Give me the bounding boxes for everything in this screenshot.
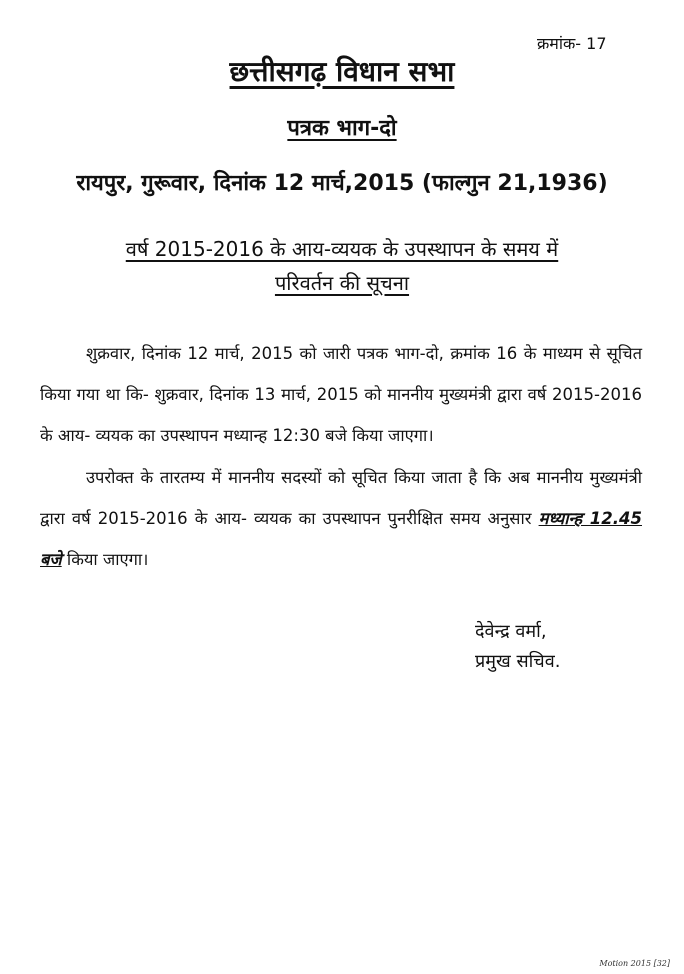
signatory-name: देवेन्द्र वर्मा, xyxy=(475,621,547,642)
signatory-title: प्रमुख सचिव. xyxy=(475,651,561,672)
bulletin-title-block xyxy=(0,112,684,142)
dateline: रायपुर, गुरूवार, दिनांक 12 मार्च,2015 (फाल्गुन 21,1936) xyxy=(76,171,608,196)
notice-heading-line1: वर्ष 2015-2016 के आय-व्ययक के उपस्थापन के समय में xyxy=(125,237,559,261)
paragraph-2-text: उपरोक्त के तारतम्य में माननीय सदस्यों को सूचित किया जाता है कि अब माननीय मुख्यमंत्री द्वारा वर्ष 2015-2016 के आय- व्ययक का उपस्थापन पुनरीक्षित समय अनुसार xyxy=(40,468,642,528)
footer-note: Motion 2015 [32] xyxy=(599,959,670,968)
paragraph-2-end: किया जाएगा। xyxy=(61,550,149,569)
signature-block xyxy=(475,617,560,677)
paragraph-1: शुक्रवार, दिनांक 12 मार्च, 2015 को जारी पत्रक भाग-दो, क्रमांक 16 के माध्यम से सूचित किया गया था कि- शुक्रवार, दिनांक 13 मार्च, 2015 को माननीय मुख्यमंत्री द्वारा वर्ष 2015-2016 के आय- व्ययक का उपस्थापन मध्यान्ह 12:30 बजे किया जाएगा। xyxy=(40,344,642,445)
notice-heading xyxy=(20,232,664,300)
revised-time: मध्यान्ह 12.45 बजे xyxy=(40,509,642,569)
assembly-title-block xyxy=(0,52,684,90)
notice-heading-line2: परिवर्तन की सूचना xyxy=(274,271,410,295)
serial-number: क्रमांक- 17 xyxy=(537,34,607,53)
paragraph-2 xyxy=(40,457,642,580)
assembly-title: छत्तीसगढ़ विधान सभा xyxy=(229,55,455,88)
bulletin-title: पत्रक भाग-दो xyxy=(287,116,397,141)
